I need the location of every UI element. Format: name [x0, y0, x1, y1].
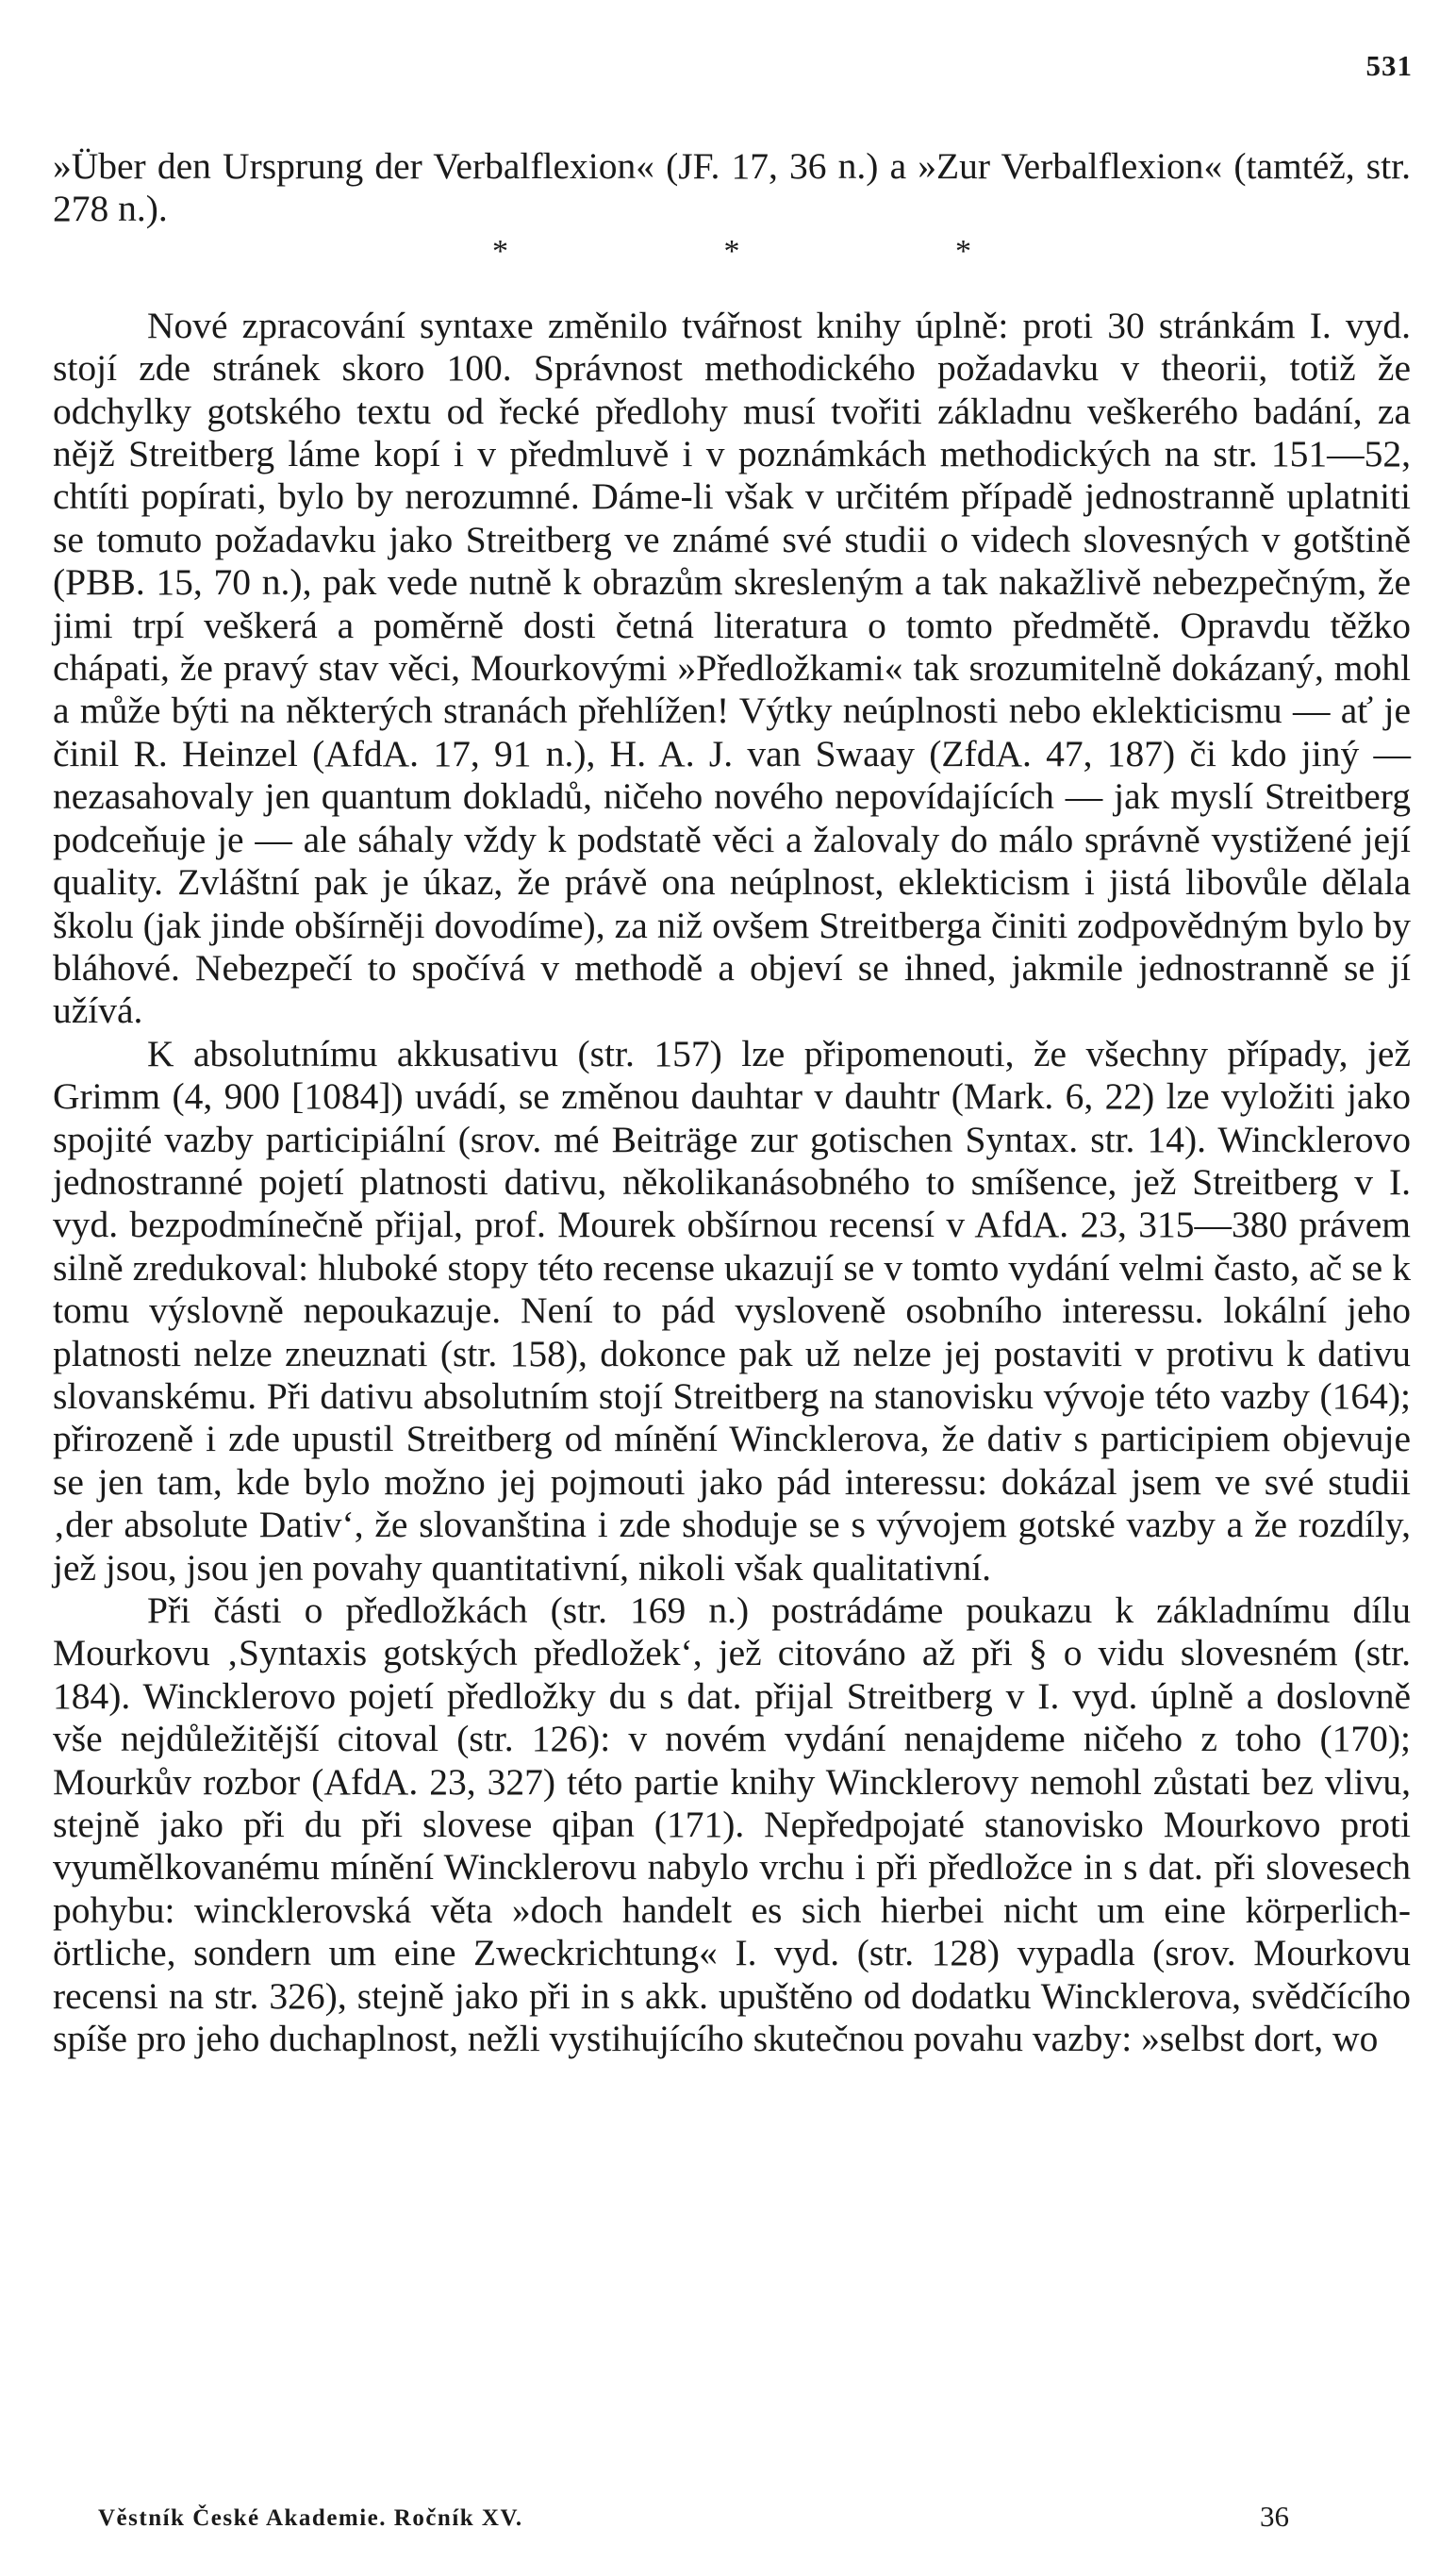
journal-title: Věstník České Akademie. Ročník XV. — [98, 2505, 523, 2531]
paragraph-accusative: K absolutnímu akkusativu (str. 157) lze připomenouti, že všechny případy, jež Grimm (4, 900 [1084]) uvádí, se změnou dauhtar v dauhtr (Mark. 6, 22) lze vyložiti jako spojité vazby participiální (srov. mé Beiträge zur gotischen Syntax. str. 14). Wincklerovo jednostranné pojetí platnosti dativu, několikanásobného to smíšence, jež Streitberg v I. vyd. bezpodmínečně přijal, prof. Mourek obšírnou recensí v AfdA. 23, 315—380 právem silně zredukoval: hluboké stopy této recense ukazují se v tomto vydání velmi často, ač se k tomu výslovně nepoukazuje. Není to pád vysloveně osobního interessu. lokální jeho platnosti nelze zneuznati (str. 158), dokonce pak už nelze jej postaviti v protivu k dativu slovanskému. Při dativu absolutním stojí Streitberg na stanovisku vývoje této vazby (164); přirozeně i zde upustil Streitberg od mínění Wincklerova, že dativ s participiem objevuje se jen tam, kde bylo možno jej pojmouti jako pád interessu: dokázal jsem ve své studii ‚der absolute Dativ‘, že slovanština i zde shoduje se s vývojem gotské vazby a že rozdíly, jež jsou, jsou jen povahy quantitativní, nikoli však qualitativní. — [53, 1032, 1411, 1589]
sheet-signature: 36 — [1260, 2500, 1289, 2533]
article-body — [53, 145, 1411, 2060]
paragraph-prepositions: Při části o předložkách (str. 169 n.) postrádáme poukazu k základnímu dílu Mourkovu ‚Syntaxis gotských předložek‘, jež citováno až při § o vidu slovesném (str. 184). Wincklerovo pojetí předložky du s dat. přijal Streitberg v I. vyd. úplně a doslovně vše nejdůležitější citoval (str. 126): v novém vydání nenajdeme ničeho z toho (170); Mourkův rozbor (AfdA. 23, 327) této partie knihy Wincklerovy nemohl zůstati bez vlivu, stejně jako při du při slovese qiþan (171). Nepředpojaté stanovisko Mourkovo proti vyumělkovanému mínění Wincklerovu nabylo vrchu i při předložce in s dat. při slovesech pohybu: wincklerovská věta »doch handelt es sich hierbei nicht um eine körperlich-örtliche, sondern um eine Zweckrichtung« I. vyd. (str. 128) vypadla (srov. Mourkovu recensi na str. 326), stejně jako při in s akk. upuštěno od dodatku Wincklerova, svědčícího spíše pro jeho duchaplnost, nežli vystihujícího skutečnou povahu vazby: »selbst dort, wo — [53, 1589, 1411, 2060]
section-separator: * * * — [492, 233, 1075, 269]
intro-paragraph: »Über den Ursprung der Verbalflexion« (JF. 17, 36 n.) a »Zur Verbalflexion« (tamtéž, str. 278 n.). — [53, 145, 1411, 230]
page-number: 531 — [1365, 49, 1413, 82]
paragraph-syntax: Nové zpracování syntaxe změnilo tvářnost knihy úplně: proti 30 stránkám I. vyd. stojí zde stránek skoro 100. Správnost methodického požadavku v theorii, totiž že odchylky gotského textu od řecké předlohy musí tvořiti základnu veškerého badání, za nějž Streitberg láme kopí i v předmluvě i v poznámkách methodických na str. 151—52, chtíti popírati, bylo by nerozumné. Dáme-li však v určitém případě jednostranně uplatniti se tomuto požadavku jako Streitberg ve známé své studii o videch slovesných v gotštině (PBB. 15, 70 n.), pak vede nutně k obrazům skresleným a tak nakažlivě nebezpečným, že jimi trpí veškerá a poměrně dosti četná literatura o tomto předmětě. Opravdu těžko chápati, že pravý stav věci, Mourkovými »Předložkami« tak srozumitelně dokázaný, mohl a může býti na některých stranách přehlížen! Výtky neúplnosti nebo eklekticismu — ať je činil R. Heinzel (AfdA. 17, 91 n.), H. A. J. van Swaay (ZfdA. 47, 187) či kdo jiný — nezasahovaly jen quantum dokladů, ničeho nového nepovídajících — jak myslí Streitberg podceňuje je — ale sáhaly vždy k podstatě věci a žalovaly do málo správně vystižené její quality. Zvláštní pak je úkaz, že právě ona neúplnost, eklekticism i jistá libovůle dělala školu (jak jinde obšírněji dovodíme), za niž ovšem Streitberga činiti zodpovědným bylo by bláhové. Nebezpečí to spočívá v methodě a objeví se ihned, jakmile jednostranně se jí užívá. — [53, 304, 1411, 1032]
page-footer — [98, 2500, 1413, 2533]
